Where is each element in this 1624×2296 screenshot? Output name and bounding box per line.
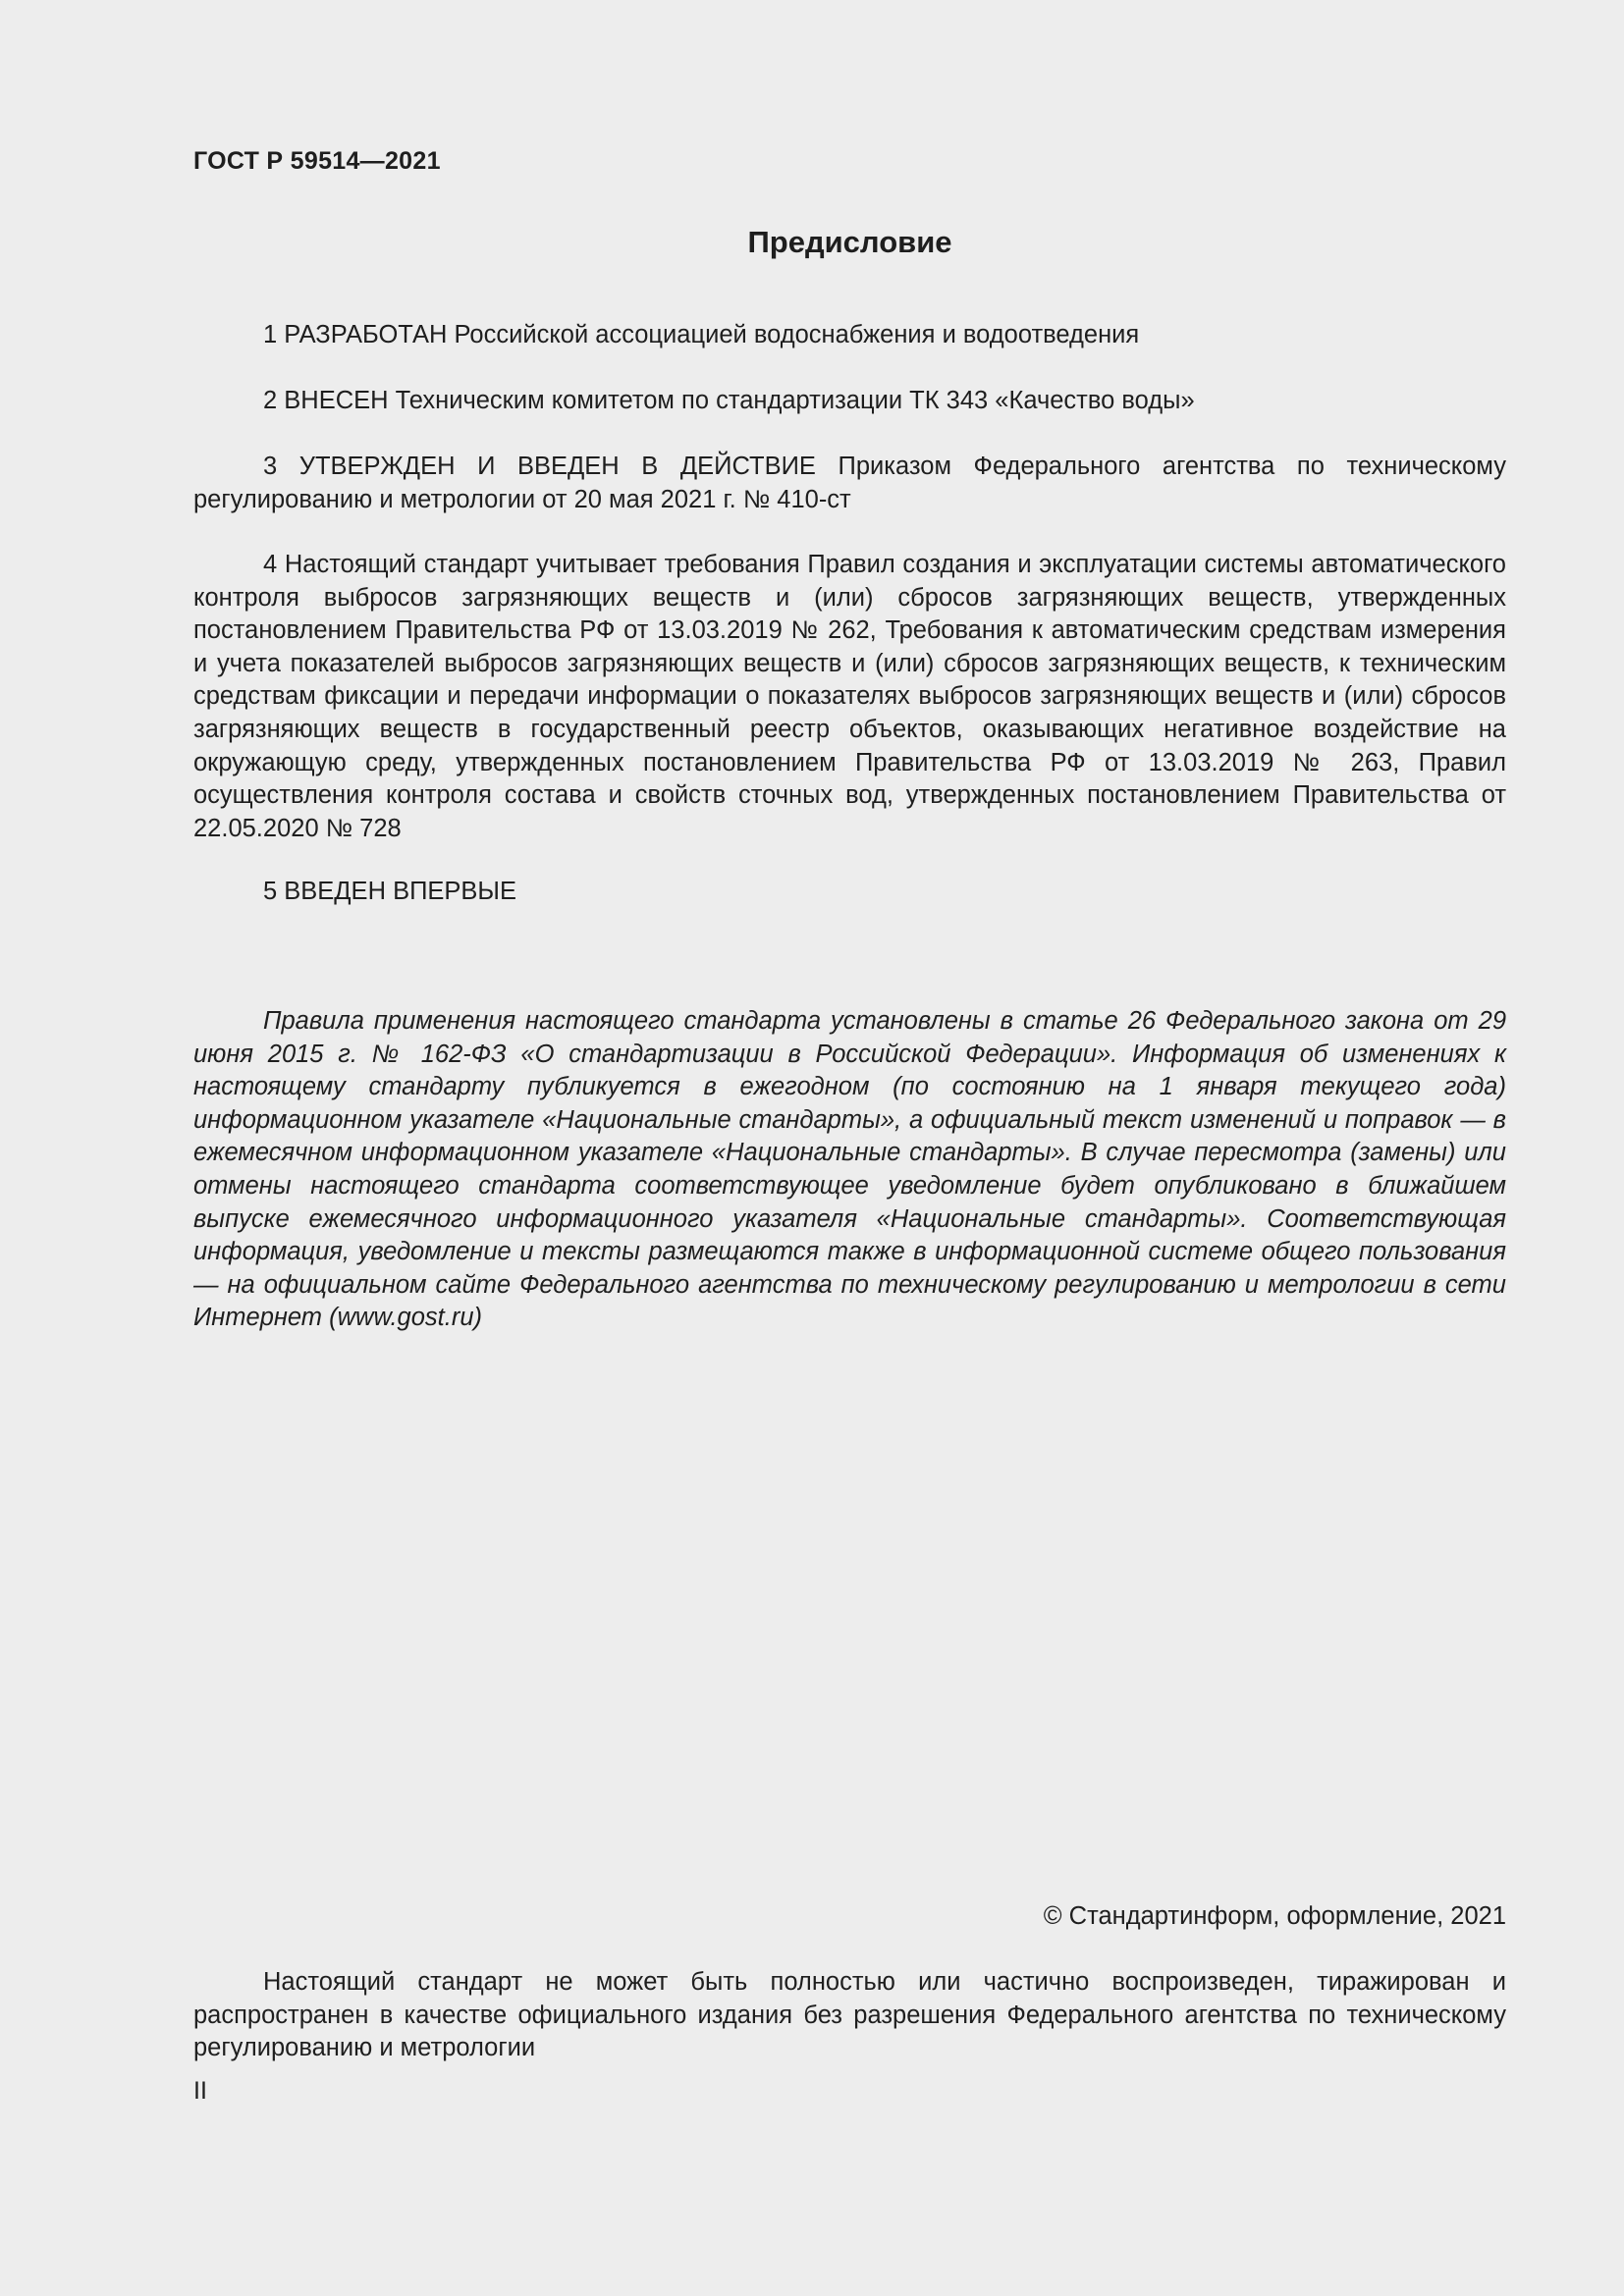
page-number: II [193, 2077, 207, 2105]
foreword-item-2: 2 ВНЕСЕН Техническим комитетом по стандартизации ТК 343 «Качество воды» [263, 387, 1195, 414]
foreword-item-5: 5 ВВЕДЕН ВПЕРВЫЕ [263, 878, 517, 905]
foreword-item-1: 1 РАЗРАБОТАН Российской ассоциацией водоснабжения и водоотведения [263, 321, 1140, 348]
reproduction-notice: Настоящий стандарт не может быть полностью или частично воспроизведен, тиражирован и распространен в качестве официального издания без разрешения Федерального агентства по техническому регулированию и метрологии [193, 1968, 1506, 2062]
copyright-line: © Стандартинформ, оформление, 2021 [1043, 1902, 1506, 1930]
page-title: Предисловие [747, 225, 952, 259]
foreword-item-3: 3 УТВЕРЖДЕН И ВВЕДЕН В ДЕЙСТВИЕ Приказом Федерального агентства по техническому регулированию и метрологии от 20 мая 2021 г. № 410-ст [193, 453, 1506, 513]
standard-application-notice: Правила применения настоящего стандарта установлены в статье 26 Федерального закона от 29 июня 2015 г. № 162-ФЗ «О стандартизации в Российской Федерации». Информация об изменениях к настоящему стандарту публикуется в ежегодном (по состоянию на 1 января текущего года) информационном указателе «Национальные стандарты», а официальный текст изменений и поправок — в ежемесячном информационном указателе «Национальные стандарты». В случае пересмотра (замены) или отмены настоящего стандарта соответствующее уведомление будет опубликовано в ближайшем выпуске ежемесячного информационного указателя «Национальные стандарты». Соответствующая информация, уведомление и тексты размещаются также в информационной системе общего пользования — на официальном сайте Федерального агентства по техническому регулированию и метрологии в сети Интернет (www.gost.ru) [193, 1007, 1506, 1332]
foreword-item-4: 4 Настоящий стандарт учитывает требования Правил создания и эксплуатации системы автоматического контроля выбросов загрязняющих веществ и (или) сбросов загрязняющих веществ, утвержденных постановлением Правительства РФ от 13.03.2019 № 262, Требования к автоматическим средствам измерения и учета показателей выбросов загрязняющих веществ и (или) сбросов загрязняющих веществ, к техническим средствам фиксации и передачи информации о показателях выбросов загрязняющих веществ и (или) сбросов загрязняющих веществ в государственный реестр объектов, оказывающих негативное воздействие на окружающую среду, утвержденных постановлением Правительства РФ от 13.03.2019 № 263, Правил осуществления контроля состава и свойств сточных вод, утвержденных постановлением Правительства от 22.05.2020 № 728 [193, 551, 1506, 842]
document-code: ГОСТ Р 59514—2021 [193, 147, 441, 175]
